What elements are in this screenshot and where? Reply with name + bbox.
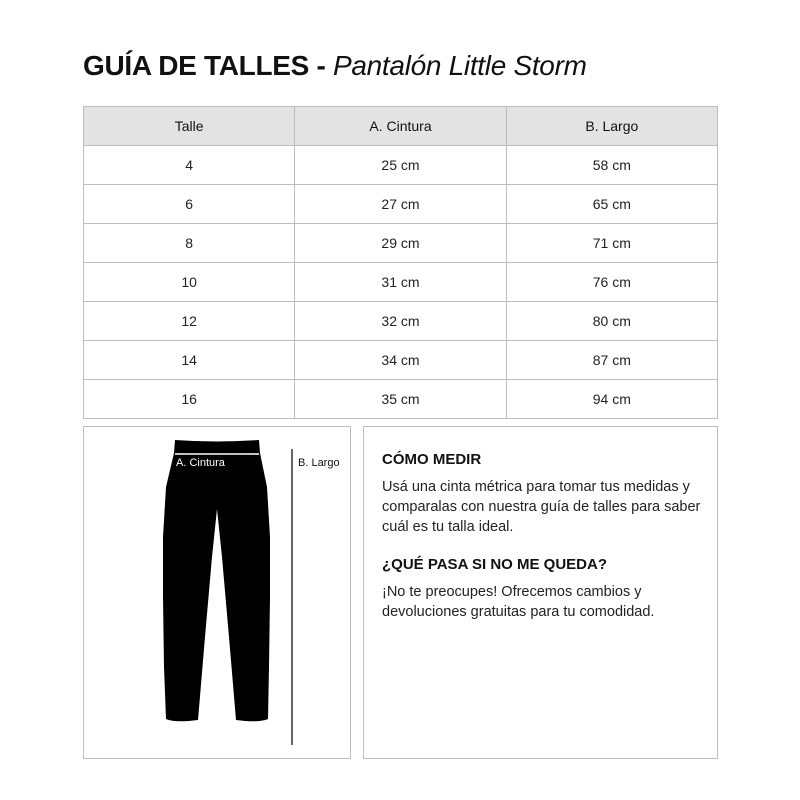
pants-body [163,453,270,721]
cell-cintura: 29 cm [295,224,506,263]
measurement-diagram-panel [83,426,351,759]
cell-largo: 87 cm [506,341,717,380]
cell-largo: 94 cm [506,380,717,419]
table-row [84,224,718,263]
table-header-row [84,107,718,146]
length-label: B. Largo [298,457,340,469]
cell-talle: 4 [84,146,295,185]
cell-cintura: 35 cm [295,380,506,419]
table-row [84,263,718,302]
cell-cintura: 32 cm [295,302,506,341]
header-cintura: A. Cintura [295,107,506,146]
header-largo: B. Largo [506,107,717,146]
cell-largo: 65 cm [506,185,717,224]
no-fit-heading: ¿QUÉ PASA SI NO ME QUEDA? [382,556,608,573]
cell-largo: 58 cm [506,146,717,185]
no-fit-text: ¡No te preocupes! Ofrecemos cambios y devoluciones gratuitas para tu comodidad. [382,584,655,620]
cell-talle: 8 [84,224,295,263]
table-row [84,146,718,185]
header-talle: Talle [84,107,295,146]
cell-talle: 12 [84,302,295,341]
cell-cintura: 25 cm [295,146,506,185]
title-main: GUÍA DE TALLES - [83,50,334,81]
cell-talle: 14 [84,341,295,380]
title-product: Pantalón Little Storm [333,50,587,81]
cell-cintura: 31 cm [295,263,506,302]
info-panel [363,426,718,759]
cell-talle: 10 [84,263,295,302]
table-row [84,302,718,341]
how-to-measure-heading: CÓMO MEDIR [382,451,482,468]
waist-label: A. Cintura [176,457,225,469]
table-row [84,341,718,380]
cell-largo: 80 cm [506,302,717,341]
pants-illustration [84,427,350,758]
cell-cintura: 34 cm [295,341,506,380]
cell-talle: 6 [84,185,295,224]
table-row [84,185,718,224]
cell-talle: 16 [84,380,295,419]
table-row [84,380,718,419]
pants-waistband [174,440,260,455]
cell-largo: 76 cm [506,263,717,302]
cell-cintura: 27 cm [295,185,506,224]
how-to-measure-text: Usá una cinta métrica para tomar tus medidas y comparalas con nuestra guía de talles para saber cuál es tu talla ideal. [382,479,701,535]
cell-largo: 71 cm [506,224,717,263]
size-table [83,106,718,419]
page-title [83,46,587,86]
